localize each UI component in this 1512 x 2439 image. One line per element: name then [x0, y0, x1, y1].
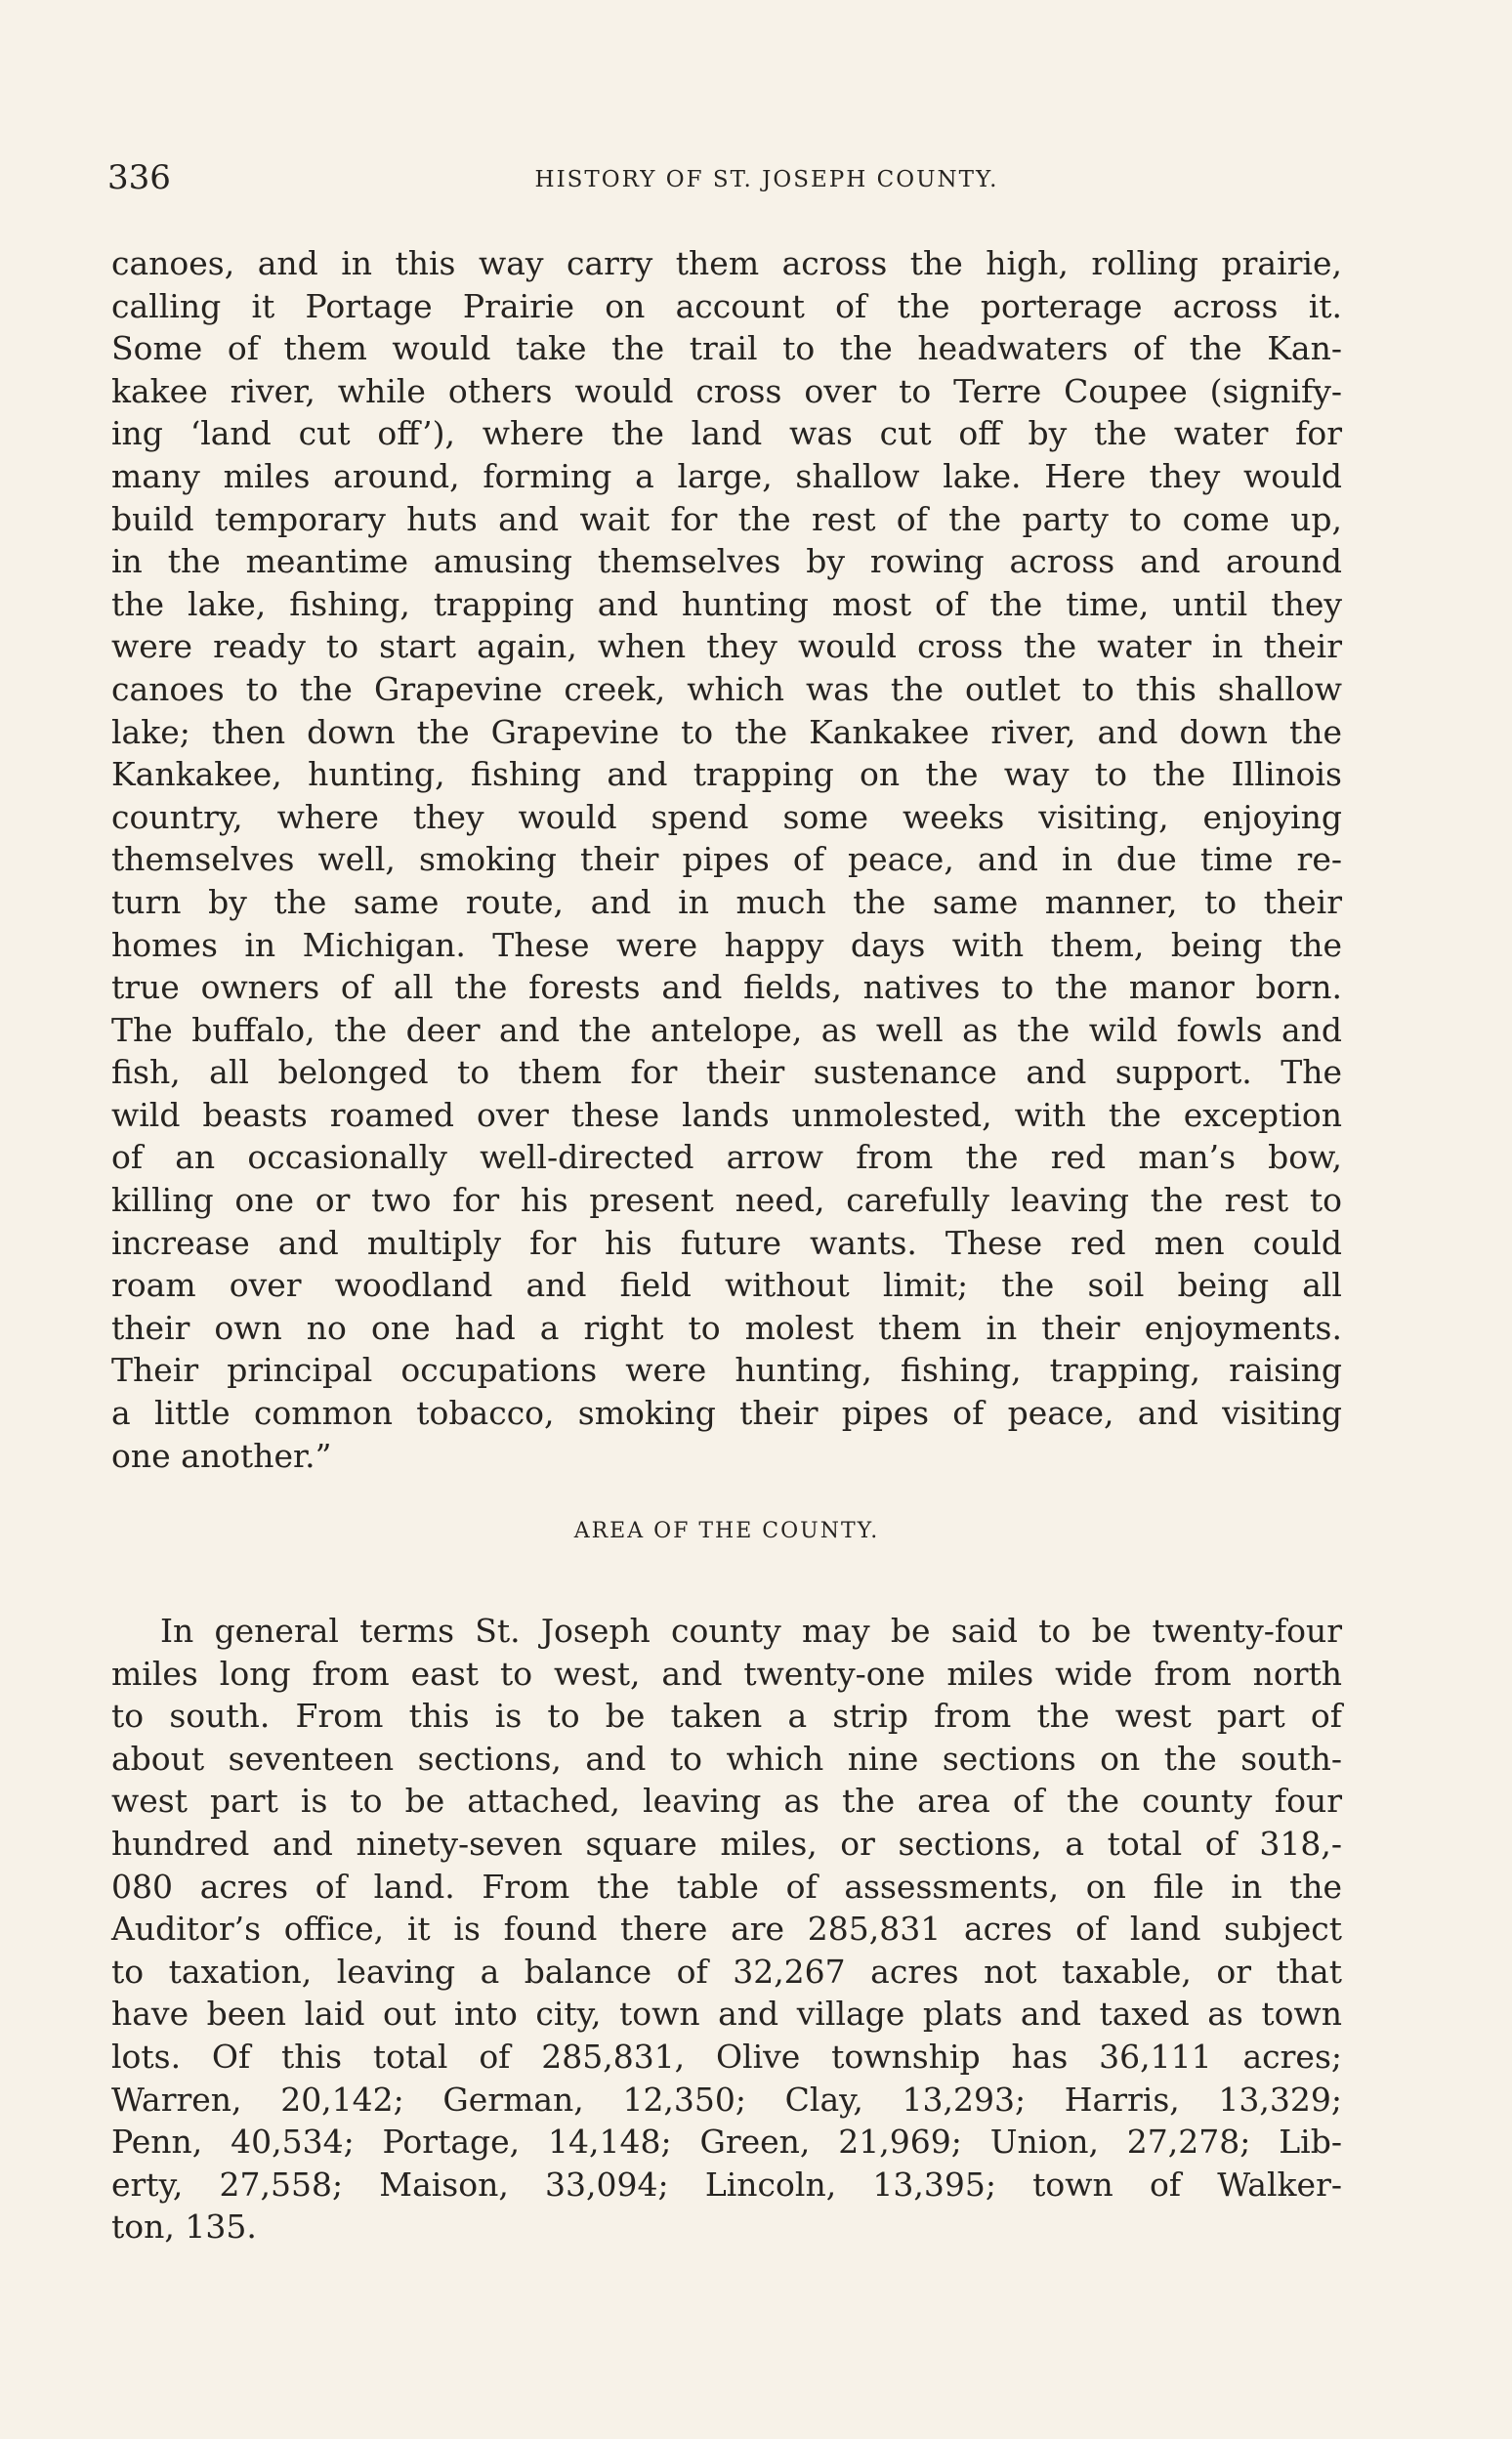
text-line: fish, all belonged to them for their sustenance and support. The	[111, 1053, 1342, 1092]
text-line: erty, 27,558; Maison, 33,094; Lincoln, 13,395; town of Walker-	[111, 2165, 1342, 2204]
page-number: 336	[107, 158, 171, 197]
text-line: Warren, 20,142; German, 12,350; Clay, 13,293; Harris, 13,329;	[111, 2080, 1342, 2119]
text-line: The buffalo, the deer and the antelope, as well as the wild fowls and	[111, 1010, 1342, 1049]
text-line: themselves well, smoking their pipes of peace, and in due time re-	[111, 840, 1342, 879]
text-line: Penn, 40,534; Portage, 14,148; Green, 21,969; Union, 27,278; Lib-	[111, 2123, 1342, 2162]
text-line: increase and multiply for his future wants. These red men could	[111, 1223, 1342, 1262]
text-line: country, where they would spend some weeks visiting, enjoying	[111, 797, 1342, 836]
text-line: canoes, and in this way carry them across the high, rolling prairie,	[111, 244, 1342, 282]
section-heading: AREA OF THE COUNTY.	[573, 1519, 880, 1543]
text-line: have been laid out into city, town and village plats and taxed as town	[111, 1995, 1342, 2034]
text-line: hundred and ninety-seven square miles, or sections, a total of 318,-	[111, 1824, 1342, 1863]
text-line: ing ‘land cut off’), where the land was cut off by the water for	[111, 414, 1342, 453]
text-line: Auditor’s office, it is found there are 285,831 acres of land subject	[111, 1910, 1342, 1949]
text-line: true owners of all the forests and fields, natives to the manor born.	[111, 968, 1342, 1007]
text-line: In general terms St. Joseph county may be said to be twenty-four	[160, 1612, 1342, 1650]
text-line: canoes to the Grapevine creek, which was the outlet to this shallow	[111, 669, 1342, 708]
text-line: many miles around, forming a large, shallow lake. Here they would	[111, 456, 1342, 495]
text-line: roam over woodland and field without limit; the soil being all	[111, 1266, 1342, 1305]
text-line: turn by the same route, and in much the same manner, to their	[111, 882, 1342, 921]
text-line: calling it Portage Prairie on account of the porterage across it.	[111, 286, 1342, 325]
paragraph-area-of-county	[111, 1610, 1342, 2249]
text-line: lots. Of this total of 285,831, Olive township has 36,111 acres;	[111, 2037, 1342, 2076]
text-line: about seventeen sections, and to which nine sections on the south-	[111, 1739, 1342, 1778]
text-line: to taxation, leaving a balance of 32,267 acres not taxable, or that	[111, 1952, 1342, 1991]
text-line: 080 acres of land. From the table of assessments, on file in the	[111, 1867, 1342, 1906]
text-line: killing one or two for his present need, carefully leaving the rest to	[111, 1181, 1342, 1220]
text-line: the lake, fishing, trapping and hunting most of the time, until they	[111, 584, 1342, 623]
text-line: kakee river, while others would cross over to Terre Coupee (signify-	[111, 371, 1342, 410]
text-line: ton, 135.	[111, 2208, 257, 2247]
page-header	[107, 156, 1348, 199]
text-line: miles long from east to west, and twenty-one miles wide from north	[111, 1654, 1342, 1693]
text-line: in the meantime amusing themselves by rowing across and around	[111, 542, 1342, 581]
text-line: lake; then down the Grapevine to the Kankakee river, and down the	[111, 712, 1342, 751]
text-line: Kankakee, hunting, fishing and trapping on the way to the Illinois	[111, 755, 1342, 794]
text-line: homes in Michigan. These were happy days with them, being the	[111, 925, 1342, 964]
text-line: one another.”	[111, 1436, 332, 1475]
text-line: wild beasts roamed over these lands unmolested, with the exception	[111, 1095, 1342, 1134]
text-line: build temporary huts and wait for the rest of the party to come up,	[111, 499, 1342, 538]
text-line: west part is to be attached, leaving as the area of the county four	[111, 1782, 1342, 1821]
text-line: were ready to start again, when they would cross the water in their	[111, 627, 1342, 666]
paragraph-portage-prairie	[111, 242, 1342, 1477]
text-line: to south. From this is to be taken a strip from the west part of	[111, 1697, 1342, 1736]
text-line: Their principal occupations were hunting, fishing, trapping, raising	[111, 1351, 1342, 1390]
text-line: of an occasionally well-directed arrow from the red man’s bow,	[111, 1138, 1342, 1177]
text-line: Some of them would take the trail to the headwaters of the Kan-	[111, 329, 1342, 368]
running-title: HISTORY OF ST. JOSEPH COUNTY.	[534, 167, 999, 192]
text-line: their own no one had a right to molest them in their enjoyments.	[111, 1308, 1342, 1347]
text-line: a little common tobacco, smoking their pipes of peace, and visiting	[111, 1394, 1342, 1433]
